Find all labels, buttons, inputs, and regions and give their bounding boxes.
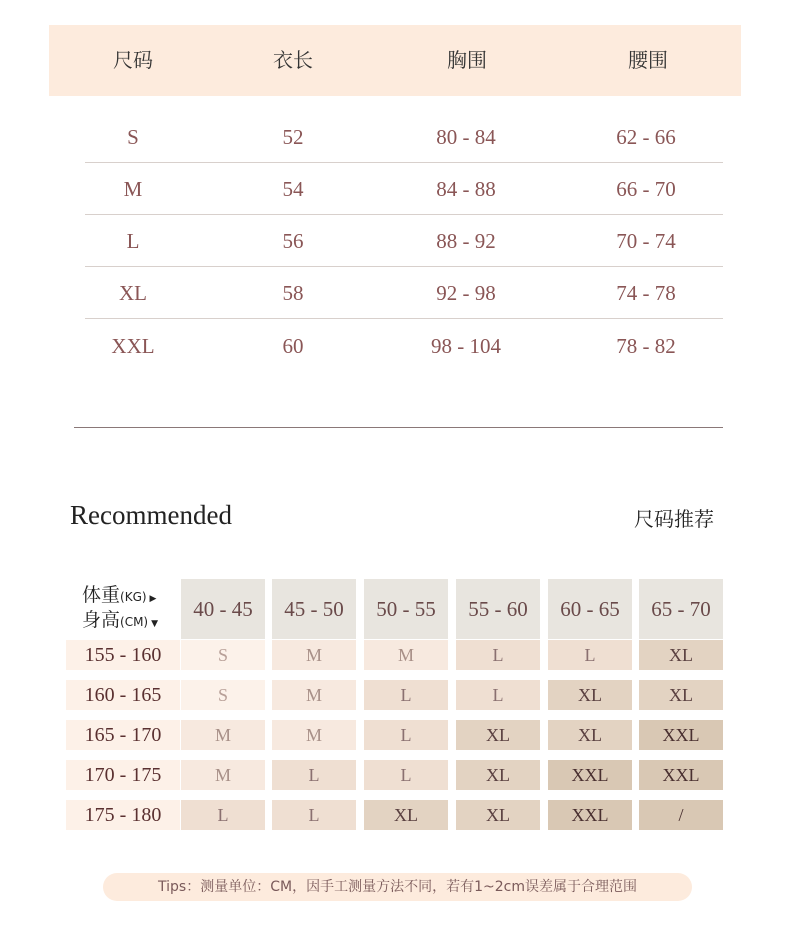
header-length: 衣长 xyxy=(273,48,313,72)
height-header: 175 - 180 xyxy=(66,800,180,830)
weight-header: 45 - 50 xyxy=(272,579,356,639)
header-size: 尺码 xyxy=(113,48,153,72)
cell-waist: 70 - 74 xyxy=(616,229,676,253)
grid-cell: XL xyxy=(639,640,723,670)
cell-waist: 62 - 66 xyxy=(616,125,676,149)
cell-chest: 98 - 104 xyxy=(431,334,501,358)
height-header: 155 - 160 xyxy=(66,640,180,670)
row-divider xyxy=(85,318,723,319)
weight-header: 40 - 45 xyxy=(181,579,265,639)
weight-label: 体重 xyxy=(82,584,121,606)
recommended-title: Recommended xyxy=(70,500,232,530)
grid-cell: S xyxy=(181,680,265,710)
cell-length: 58 xyxy=(282,281,304,305)
grid-cell: L xyxy=(456,640,540,670)
cell-chest: 80 - 84 xyxy=(436,125,496,149)
grid-cell: L xyxy=(456,680,540,710)
height-header: 170 - 175 xyxy=(66,760,180,790)
grid-cell: / xyxy=(639,800,723,830)
grid-cell: XL xyxy=(456,760,540,790)
height-unit: (CM) xyxy=(120,615,149,629)
cell-length: 56 xyxy=(282,229,304,253)
cell-waist: 66 - 70 xyxy=(616,177,676,201)
header-chest: 胸围 xyxy=(447,48,487,72)
recommended-subtitle: 尺码推荐 xyxy=(634,507,714,531)
triangle-right-icon: ▶ xyxy=(149,594,157,604)
cell-length: 52 xyxy=(282,125,304,149)
grid-cell: M xyxy=(181,760,265,790)
grid-cell: XXL xyxy=(548,760,632,790)
weight-unit: (KG) xyxy=(120,590,147,604)
grid-cell: XL xyxy=(639,680,723,710)
grid-cell: M xyxy=(364,640,448,670)
height-header: 160 - 165 xyxy=(66,680,180,710)
weight-header: 65 - 70 xyxy=(639,579,723,639)
size-table-header xyxy=(49,25,741,96)
grid-cell: S xyxy=(181,640,265,670)
triangle-down-icon: ▼ xyxy=(151,619,159,629)
cell-size: L xyxy=(126,229,140,253)
grid-cell: L xyxy=(272,760,356,790)
grid-cell: XXL xyxy=(548,800,632,830)
cell-length: 54 xyxy=(282,177,304,201)
grid-cell: M xyxy=(272,680,356,710)
table-row xyxy=(85,215,723,267)
grid-cell: L xyxy=(181,800,265,830)
cell-size: XXL xyxy=(111,334,155,358)
grid-cell: L xyxy=(364,760,448,790)
table-row xyxy=(85,163,723,215)
cell-chest: 84 - 88 xyxy=(436,177,496,201)
grid-cell: XL xyxy=(456,800,540,830)
table-row xyxy=(85,267,723,319)
weight-header: 60 - 65 xyxy=(548,579,632,639)
grid-cell: M xyxy=(272,640,356,670)
grid-cell: L xyxy=(272,800,356,830)
cell-waist: 78 - 82 xyxy=(616,334,676,358)
height-label: 身高 xyxy=(82,609,121,631)
height-header: 165 - 170 xyxy=(66,720,180,750)
grid-cell: XL xyxy=(548,720,632,750)
height-axis-label xyxy=(82,605,158,632)
cell-size: S xyxy=(127,125,139,149)
weight-header: 55 - 60 xyxy=(456,579,540,639)
table-row xyxy=(85,320,723,372)
grid-cell: M xyxy=(272,720,356,750)
header-waist: 腰围 xyxy=(628,48,668,72)
grid-cell: XL xyxy=(456,720,540,750)
cell-chest: 88 - 92 xyxy=(436,229,496,253)
weight-axis-label xyxy=(82,580,156,607)
grid-cell: XXL xyxy=(639,720,723,750)
grid-cell: XXL xyxy=(639,760,723,790)
grid-cell: L xyxy=(364,680,448,710)
weight-header: 50 - 55 xyxy=(364,579,448,639)
cell-length: 60 xyxy=(282,334,304,358)
tips-banner: Tips：测量单位：CM，因手工测量方法不同，若有1~2cm误差属于合理范围 xyxy=(103,873,692,901)
grid-cell: XL xyxy=(364,800,448,830)
cell-waist: 74 - 78 xyxy=(616,281,676,305)
cell-chest: 92 - 98 xyxy=(436,281,496,305)
grid-cell: XL xyxy=(548,680,632,710)
table-row xyxy=(85,111,723,163)
grid-cell: L xyxy=(364,720,448,750)
cell-size: M xyxy=(123,177,143,201)
grid-cell: L xyxy=(548,640,632,670)
cell-size: XL xyxy=(119,281,147,305)
grid-cell: M xyxy=(181,720,265,750)
section-divider xyxy=(74,427,723,428)
